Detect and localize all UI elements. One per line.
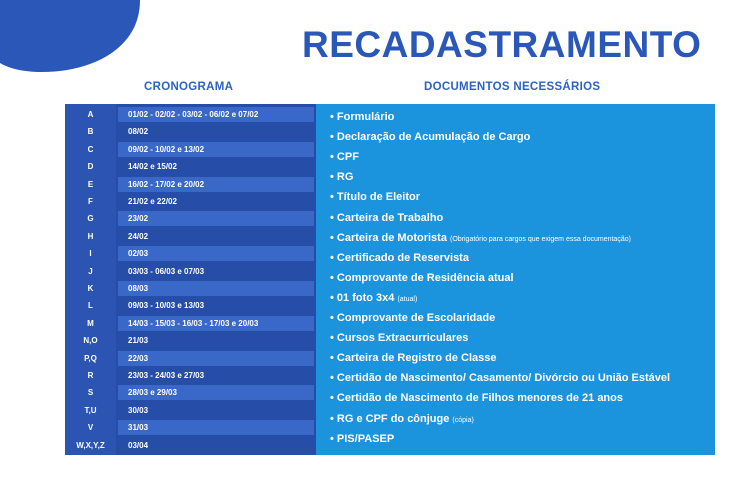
- document-text: • Carteira de Registro de Classe: [330, 352, 497, 365]
- schedule-letter: N,O: [83, 336, 98, 346]
- document-note: (atual): [397, 295, 418, 303]
- page-title: RECADASTRAMENTO: [302, 24, 702, 65]
- schedule-letter: P,Q: [84, 353, 97, 363]
- schedule-dates: 08/02: [128, 127, 149, 137]
- schedule-dates: 01/02 - 02/02 - 03/02 - 06/02 e 07/02: [118, 107, 314, 122]
- schedule-dates: 21/02 e 22/02: [128, 197, 177, 206]
- schedule-dates: 16/02 - 17/02 e 20/02: [118, 177, 314, 192]
- schedule-dates: 30/03: [128, 405, 149, 415]
- document-text: • 01 foto 3x4: [330, 291, 398, 304]
- document-item: [330, 187, 420, 207]
- schedule-letter: T,U: [84, 405, 97, 415]
- document-item: [330, 288, 417, 308]
- schedule-dates: 23/02: [118, 211, 314, 226]
- document-text: • Comprovante de Residência atual: [330, 271, 514, 284]
- schedule-row: [65, 141, 316, 158]
- schedule-dates: 14/03 - 15/03 - 16/03 - 17/03 e 20/03: [118, 316, 314, 331]
- document-item: [330, 388, 623, 408]
- document-item: [330, 147, 359, 167]
- schedule-row: [65, 419, 316, 436]
- document-text: • RG: [330, 171, 354, 184]
- document-item: [330, 208, 443, 228]
- document-text: • RG e CPF do cônjuge: [330, 412, 453, 425]
- schedule-dates: 03/04: [128, 440, 149, 450]
- schedule-letter: B: [87, 127, 94, 137]
- schedule-dates: 02/03: [118, 246, 314, 261]
- document-item: [330, 348, 496, 368]
- schedule-row: [65, 123, 316, 140]
- schedule-letter: J: [88, 266, 93, 276]
- schedule-row: [65, 437, 316, 454]
- schedule-row: [65, 193, 316, 210]
- schedule-letter: H: [87, 231, 94, 241]
- schedule-letter: A: [87, 110, 94, 119]
- schedule-letter: W,X,Y,Z: [76, 440, 105, 450]
- document-text: • Certificado de Reservista: [330, 251, 469, 264]
- documentos-header: DOCUMENTOS NECESSÁRIOS: [424, 81, 601, 93]
- document-item: [330, 268, 514, 288]
- document-item: [330, 228, 631, 248]
- schedule-row: [65, 367, 316, 384]
- schedule-row: [65, 350, 316, 367]
- document-item: [330, 328, 468, 348]
- schedule-dates: 03/03 - 06/03 e 07/03: [128, 266, 205, 276]
- schedule-row: [65, 263, 316, 280]
- schedule-letter: C: [87, 144, 94, 154]
- schedule-dates: 09/02 - 10/02 e 13/02: [118, 142, 314, 157]
- document-text: • Declaração de Acumulação de Cargo: [330, 131, 531, 144]
- schedule-row: [65, 315, 316, 332]
- schedule-dates: 31/03: [118, 420, 314, 435]
- schedule-letter: L: [88, 301, 93, 311]
- document-text: • Certidão de Nascimento de Filhos menores de 21 anos: [330, 392, 623, 405]
- document-item: [330, 409, 474, 429]
- schedule-row: [65, 280, 316, 297]
- cronograma-header: CRONOGRAMA: [144, 81, 234, 93]
- schedule-row: [65, 402, 316, 419]
- document-text: • Título de Eleitor: [330, 191, 421, 204]
- schedule-dates: 21/03: [128, 336, 149, 346]
- schedule-letter: F: [88, 197, 93, 206]
- schedule-letter: G: [87, 214, 94, 224]
- document-item: [330, 429, 394, 449]
- decorative-arc-shape: [0, 0, 150, 80]
- document-text: • CPF: [330, 151, 359, 164]
- document-text: • Carteira de Motorista: [330, 231, 450, 244]
- schedule-dates: 23/03 - 24/03 e 27/03: [128, 371, 205, 380]
- schedule-row: [65, 106, 316, 123]
- document-note: (Obrigatório para cargos que exigem essa documentação): [450, 235, 631, 243]
- document-text: • Formulário: [330, 111, 395, 123]
- schedule-row: [65, 297, 316, 314]
- schedule-letter: S: [87, 388, 94, 398]
- schedule-row: [65, 176, 316, 193]
- schedule-letter: K: [87, 284, 94, 293]
- document-item: [330, 248, 469, 268]
- schedule-dates: 08/03: [118, 281, 314, 296]
- schedule-letter: I: [89, 249, 92, 259]
- schedule-dates: 28/03 e 29/03: [118, 385, 314, 400]
- schedule-row: [65, 158, 316, 175]
- schedule-row: [65, 210, 316, 227]
- document-item: [330, 127, 530, 147]
- document-item: [330, 368, 670, 388]
- schedule-dates: 14/02 e 15/02: [128, 162, 177, 172]
- schedule-letter: D: [87, 162, 94, 172]
- schedule-letter: V: [87, 423, 94, 433]
- schedule-dates: 24/02: [128, 231, 149, 241]
- document-item: [330, 308, 495, 328]
- document-text: • Cursos Extracurriculares: [330, 332, 469, 345]
- schedule-row: [65, 228, 316, 245]
- schedule-letter: E: [87, 179, 94, 189]
- schedule-row: [65, 384, 316, 401]
- schedule-row: [65, 332, 316, 349]
- schedule-dates: 09/03 - 10/03 e 13/03: [128, 301, 205, 311]
- schedule-row: [65, 245, 316, 262]
- document-text: • Carteira de Trabalho: [330, 211, 444, 224]
- schedule-letter: M: [87, 318, 94, 328]
- schedule-dates: 22/03: [118, 351, 314, 366]
- document-text: • PIS/PASEP: [330, 432, 395, 445]
- document-text: • Comprovante de Escolaridade: [330, 312, 496, 324]
- document-note: (cópia): [452, 416, 474, 424]
- schedule-letter: R: [87, 371, 94, 380]
- document-item: [330, 107, 394, 127]
- document-text: • Certidão de Nascimento/ Casamento/ Divórcio ou União Estável: [330, 372, 671, 385]
- document-item: [330, 167, 353, 187]
